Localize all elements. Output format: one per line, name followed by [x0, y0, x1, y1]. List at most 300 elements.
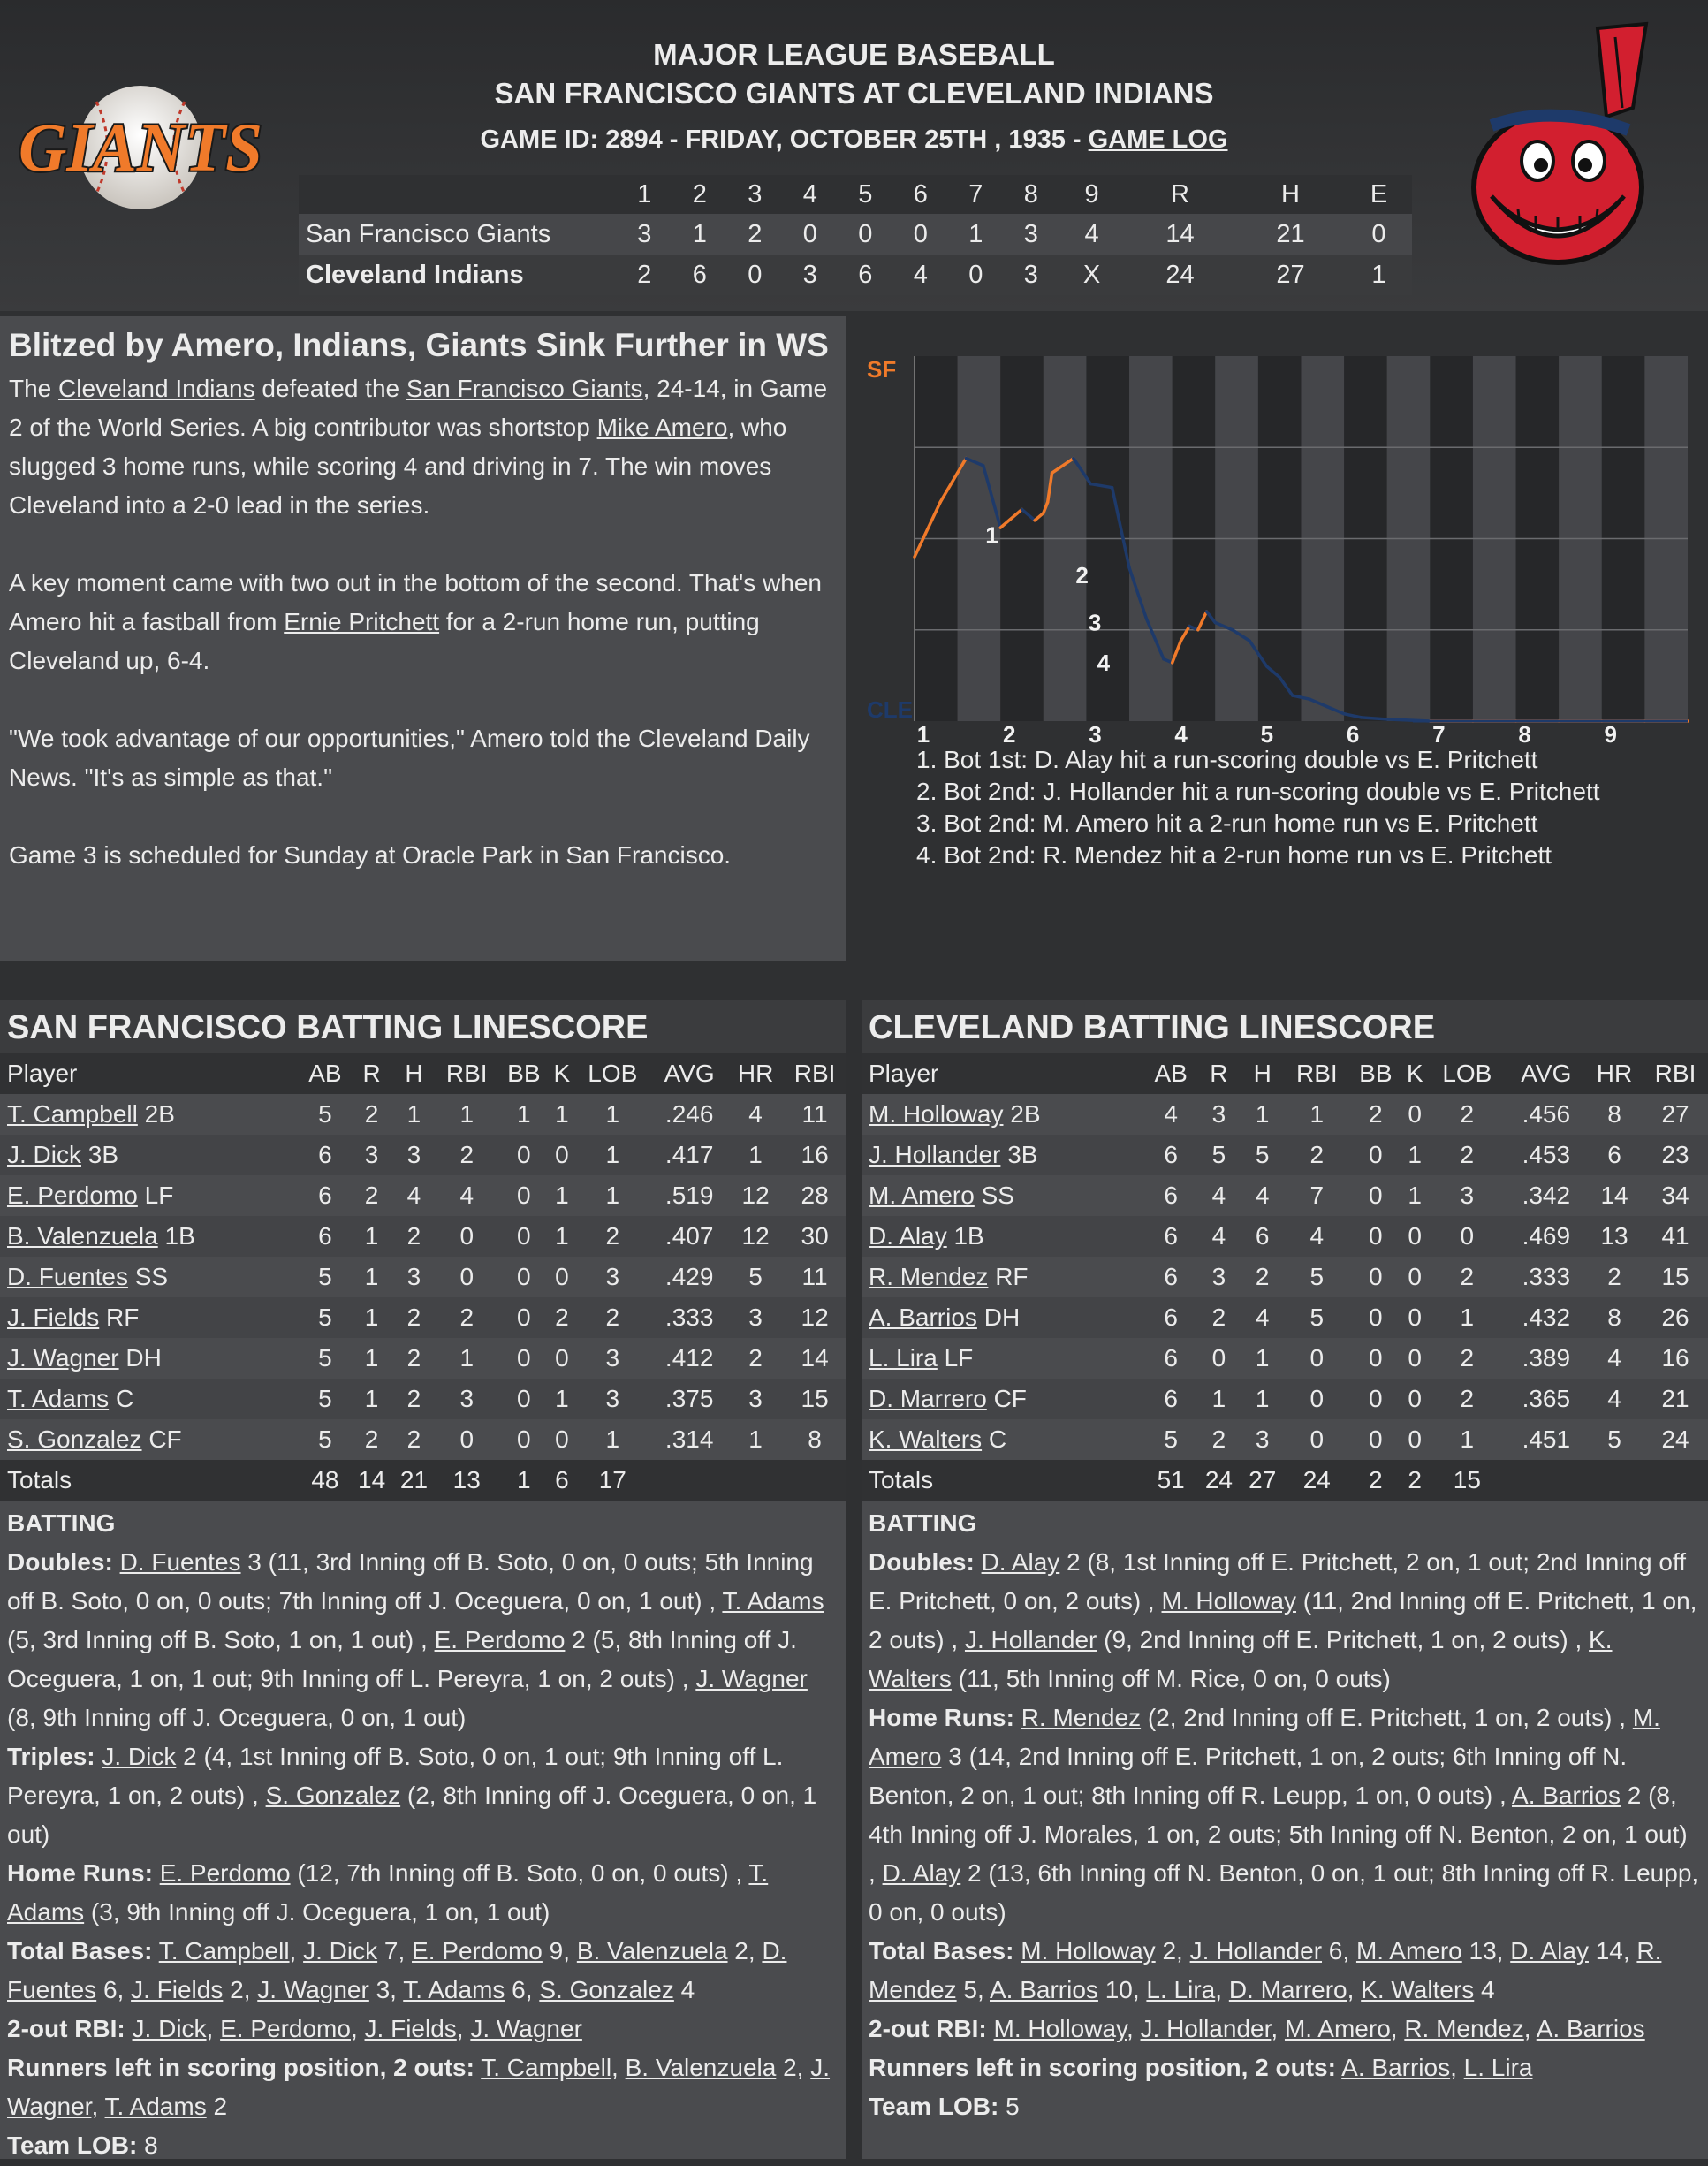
- stat-cell: 0: [1349, 1419, 1401, 1460]
- batting-note: [869, 1543, 1701, 1699]
- stat-cell: 5: [300, 1257, 350, 1297]
- x-tick-label: 4: [1174, 721, 1188, 748]
- stat-cell: 4: [1197, 1216, 1241, 1257]
- stat-cell: 27: [1643, 1094, 1708, 1135]
- x-tick-label: 5: [1260, 721, 1274, 748]
- batting-note: [7, 2126, 839, 2165]
- player-link[interactable]: E. Perdomo: [434, 1626, 566, 1653]
- stat-cell: 4: [393, 1175, 436, 1216]
- totals-cell: 51: [1145, 1460, 1197, 1501]
- player-link[interactable]: D. Marrero: [869, 1385, 987, 1412]
- win-prob-segment: [1362, 718, 1387, 719]
- stat-cell: .333: [1507, 1257, 1586, 1297]
- stat-cell: .519: [650, 1175, 728, 1216]
- player-link[interactable]: T. Campbell: [158, 1937, 290, 1965]
- totals-cell: 15: [1428, 1460, 1507, 1501]
- player-link[interactable]: J. Wagner: [470, 2015, 582, 2042]
- player-link[interactable]: R. Mendez: [1021, 1704, 1142, 1731]
- player-link[interactable]: Mike Amero: [596, 414, 728, 441]
- event-marker: 1: [985, 521, 998, 549]
- batting-header-row: [862, 1053, 1708, 1094]
- stat-cell: 2: [435, 1135, 498, 1175]
- stat-cell: 2: [728, 1338, 783, 1379]
- player-link[interactable]: S. Gonzalez: [539, 1976, 674, 2003]
- note-label: Doubles:: [7, 1548, 113, 1576]
- batting-note: [7, 1854, 839, 1932]
- stat-cell: 5: [1586, 1419, 1643, 1460]
- player-link[interactable]: M. Amero: [869, 1182, 975, 1209]
- linescore-table: [299, 175, 1412, 295]
- batting-row: [862, 1216, 1708, 1257]
- stat-cell: 3: [574, 1338, 650, 1379]
- batting-col-header: H: [1241, 1053, 1284, 1094]
- note-label: BATTING: [869, 1509, 977, 1537]
- stat-cell: 2: [574, 1216, 650, 1257]
- batting-row: [0, 1379, 846, 1419]
- player-link[interactable]: J. Hollander: [869, 1141, 1001, 1168]
- player-link[interactable]: J. Dick: [102, 1743, 177, 1770]
- text-fragment: defeated the: [254, 375, 406, 402]
- player-link[interactable]: D. Fuentes: [7, 1937, 787, 2003]
- text-fragment: 2,: [223, 1976, 258, 2003]
- player-position: DH: [983, 1303, 1021, 1331]
- linescore-cell: 14: [1125, 214, 1235, 255]
- stat-cell: 4: [728, 1094, 783, 1135]
- stat-cell: 1: [728, 1135, 783, 1175]
- player-position: DH: [125, 1344, 162, 1372]
- batting-col-header: AB: [300, 1053, 350, 1094]
- linescore-cell: 1: [672, 214, 728, 255]
- linescore-cell: 24: [1125, 255, 1235, 295]
- batting-col-header: K: [1401, 1053, 1428, 1094]
- player-link[interactable]: J. Wagner: [7, 1344, 119, 1372]
- stat-cell: 11: [783, 1257, 846, 1297]
- totals-cell: [1643, 1460, 1708, 1501]
- player-link[interactable]: K. Walters: [1361, 1976, 1475, 2003]
- batting-note: [869, 1932, 1701, 2010]
- player-cell: [0, 1419, 300, 1460]
- player-link[interactable]: M. Amero: [869, 1704, 1660, 1770]
- player-position: RF: [995, 1263, 1029, 1290]
- player-link[interactable]: E. Perdomo: [159, 1859, 291, 1887]
- note-label: Home Runs:: [869, 1704, 1014, 1731]
- player-link[interactable]: L. Lira: [1463, 2054, 1533, 2081]
- stat-cell: 2: [1428, 1135, 1507, 1175]
- text-fragment: ,: [1523, 2015, 1537, 2042]
- linescore-col-header: 5: [838, 175, 893, 214]
- stat-cell: 1: [351, 1216, 393, 1257]
- stat-cell: 6: [1241, 1216, 1284, 1257]
- text-fragment: (2, 8th Inning off J. Oceguera, 0 on, 1 out): [7, 1782, 817, 1848]
- batting-note: [869, 2087, 1701, 2126]
- stat-cell: 3: [435, 1379, 498, 1419]
- text-fragment: 5,: [956, 1976, 990, 2003]
- player-link[interactable]: D. Fuentes: [7, 1263, 128, 1290]
- stat-cell: 21: [1643, 1379, 1708, 1419]
- player-link[interactable]: D. Marrero: [1228, 1976, 1347, 2003]
- stat-cell: 1: [393, 1094, 436, 1135]
- batting-row: [862, 1094, 1708, 1135]
- stat-cell: 0: [1197, 1338, 1241, 1379]
- stat-cell: 0: [1284, 1338, 1349, 1379]
- stat-cell: 0: [498, 1175, 549, 1216]
- text-fragment: 6,: [1322, 1937, 1356, 1965]
- stat-cell: 0: [435, 1216, 498, 1257]
- player-cell: [862, 1379, 1145, 1419]
- totals-cell: [1586, 1460, 1643, 1501]
- stat-cell: 2: [1428, 1338, 1507, 1379]
- player-link[interactable]: A. Barrios: [1512, 1782, 1621, 1809]
- text-fragment: 8: [144, 2132, 158, 2159]
- text-fragment: , who slugged 3 home runs, while scoring 4 and driving in 7. The win moves Cleveland into a 2-0 lead in the series.: [9, 414, 787, 519]
- stat-cell: 3: [574, 1379, 650, 1419]
- batting-col-header: RBI: [1284, 1053, 1349, 1094]
- totals-cell: 2: [1401, 1460, 1428, 1501]
- totals-row: [862, 1460, 1708, 1501]
- stat-cell: 1: [1241, 1338, 1284, 1379]
- player-link[interactable]: M. Holloway: [869, 1100, 1004, 1128]
- stat-cell: 8: [1586, 1297, 1643, 1338]
- linescore-cell: 0: [948, 255, 1004, 295]
- stat-cell: 0: [1428, 1216, 1507, 1257]
- player-link[interactable]: A. Barrios: [869, 1303, 977, 1331]
- stat-cell: .451: [1507, 1419, 1586, 1460]
- stat-cell: 3: [1197, 1094, 1241, 1135]
- player-link[interactable]: A. Barrios: [990, 1976, 1098, 2003]
- player-link[interactable]: J. Fields: [7, 1303, 100, 1331]
- stat-cell: .389: [1507, 1338, 1586, 1379]
- stat-cell: 1: [351, 1257, 393, 1297]
- player-link[interactable]: J. Wagner: [257, 1976, 369, 2003]
- stat-cell: 30: [783, 1216, 846, 1257]
- stat-cell: 2: [1428, 1379, 1507, 1419]
- stat-cell: 1: [574, 1175, 650, 1216]
- batting-note: [869, 2010, 1701, 2048]
- batting-notes-header: [7, 1504, 839, 1543]
- stat-cell: 5: [1197, 1135, 1241, 1175]
- linescore-col-header: H: [1235, 175, 1346, 214]
- x-tick-label: 3: [1089, 721, 1102, 748]
- stat-cell: 6: [1145, 1257, 1197, 1297]
- stat-cell: 0: [435, 1257, 498, 1297]
- player-link[interactable]: M. Holloway: [993, 2015, 1127, 2042]
- stat-cell: 3: [1241, 1419, 1284, 1460]
- totals-cell: 2: [1349, 1460, 1401, 1501]
- player-link[interactable]: J. Dick: [303, 1937, 378, 1965]
- text-fragment: (2, 2nd Inning off E. Pritchett, 1 on, 2 outs) ,: [1141, 1704, 1633, 1731]
- batting-col-header: Player: [862, 1053, 1145, 1094]
- story-paragraph-4: Game 3 is scheduled for Sunday at Oracle Park in San Francisco.: [9, 841, 732, 869]
- text-fragment: ,: [611, 2054, 626, 2081]
- stat-cell: 2: [351, 1175, 393, 1216]
- player-cell: [862, 1216, 1145, 1257]
- player-link[interactable]: E. Perdomo: [412, 1937, 543, 1965]
- note-label: Total Bases:: [7, 1937, 153, 1965]
- text-fragment: 13,: [1461, 1937, 1511, 1965]
- text-fragment: 2,: [1155, 1937, 1190, 1965]
- player-position: SS: [981, 1182, 1014, 1209]
- player-link[interactable]: S. Gonzalez: [265, 1782, 401, 1809]
- text-fragment: (9, 2nd Inning off E. Pritchett, 1 on, 2 outs) ,: [1097, 1626, 1590, 1653]
- stat-cell: 1: [1284, 1094, 1349, 1135]
- player-cell: [862, 1297, 1145, 1338]
- text-fragment: 2,: [776, 2054, 811, 2081]
- stat-cell: 1: [435, 1338, 498, 1379]
- cle-batting-notes: [862, 1501, 1708, 2159]
- stat-cell: 2: [1197, 1297, 1241, 1338]
- stat-cell: 3: [728, 1379, 783, 1419]
- event-marker: 4: [1097, 649, 1111, 676]
- player-position: LF: [144, 1182, 174, 1209]
- player-link[interactable]: M. Amero: [1355, 1937, 1462, 1965]
- linescore-cell: 21: [1235, 214, 1346, 255]
- stat-cell: 13: [1586, 1216, 1643, 1257]
- batting-col-header: H: [393, 1053, 436, 1094]
- batting-note: [869, 1699, 1701, 1932]
- stat-cell: 5: [1284, 1297, 1349, 1338]
- linescore-col-header: 2: [672, 175, 728, 214]
- game-story: [0, 316, 846, 961]
- player-link[interactable]: B. Valenzuela: [576, 1937, 728, 1965]
- player-link[interactable]: T. Adams: [104, 2093, 207, 2120]
- y-top-label: SF: [867, 356, 897, 383]
- text-fragment: ,: [1450, 2054, 1464, 2081]
- stat-cell: 26: [1643, 1297, 1708, 1338]
- player-link[interactable]: L. Lira: [1146, 1976, 1216, 2003]
- stat-cell: 0: [1349, 1338, 1401, 1379]
- player-link[interactable]: R. Mendez: [869, 1263, 989, 1290]
- batting-row: [0, 1094, 846, 1135]
- stat-cell: 6: [300, 1175, 350, 1216]
- stat-cell: 6: [1145, 1338, 1197, 1379]
- stat-cell: 2: [1349, 1094, 1401, 1135]
- player-link[interactable]: R. Mendez: [1404, 2015, 1524, 2042]
- text-fragment: 2 (8, 4th Inning off J. Morales, 1 on, 2 outs; 5th Inning off N. Benton, 2 on, 1 out) ,: [869, 1782, 1688, 1887]
- player-link[interactable]: J. Wagner: [695, 1665, 808, 1692]
- text-fragment: 10,: [1097, 1976, 1147, 2003]
- player-link[interactable]: R. Mendez: [869, 1937, 1662, 2003]
- player-link[interactable]: D. Fuentes: [119, 1548, 241, 1576]
- note-label: Home Runs:: [7, 1859, 153, 1887]
- player-position: C: [988, 1425, 1007, 1453]
- stat-cell: .456: [1507, 1094, 1586, 1135]
- player-position: CF: [993, 1385, 1027, 1412]
- stat-cell: .342: [1507, 1175, 1586, 1216]
- stat-cell: 0: [1284, 1419, 1349, 1460]
- linescore-cell: 6: [838, 255, 893, 295]
- stat-cell: 15: [1643, 1257, 1708, 1297]
- player-link[interactable]: J. Hollander: [964, 1626, 1097, 1653]
- stat-cell: 0: [1349, 1297, 1401, 1338]
- player-link[interactable]: J. Hollander: [1140, 2015, 1272, 2042]
- stat-cell: .453: [1507, 1135, 1586, 1175]
- player-link[interactable]: B. Valenzuela: [7, 1222, 158, 1250]
- player-link[interactable]: J. Fields: [131, 1976, 224, 2003]
- player-link[interactable]: J. Hollander: [1189, 1937, 1323, 1965]
- linescore-cell: 0: [893, 214, 949, 255]
- stat-cell: 5: [300, 1094, 350, 1135]
- stat-cell: 0: [1349, 1379, 1401, 1419]
- stat-cell: 6: [1586, 1135, 1643, 1175]
- player-position: 2B: [1010, 1100, 1041, 1128]
- player-link[interactable]: T. Adams: [7, 1859, 769, 1926]
- story-paragraph-1: [9, 369, 838, 525]
- game-info: [0, 120, 1708, 159]
- stat-cell: 6: [1145, 1135, 1197, 1175]
- stat-cell: 2: [393, 1297, 436, 1338]
- linescore-cell: 0: [838, 214, 893, 255]
- batting-row: [862, 1297, 1708, 1338]
- player-link[interactable]: M. Holloway: [1021, 1937, 1156, 1965]
- stat-cell: 0: [1401, 1338, 1428, 1379]
- stat-cell: 23: [1643, 1135, 1708, 1175]
- player-link[interactable]: J. Wagner: [7, 2054, 831, 2120]
- text-fragment: (11, 5th Inning off M. Rice, 0 on, 0 outs): [951, 1665, 1391, 1692]
- x-tick-label: 2: [1002, 721, 1016, 748]
- player-link[interactable]: E. Perdomo: [7, 1182, 138, 1209]
- player-link[interactable]: T. Campbell: [481, 2054, 612, 2081]
- text-fragment: for a 2-run home run, putting Cleveland up, 6-4.: [9, 608, 760, 674]
- linescore-cell: 0: [727, 255, 783, 295]
- linescore-cell: 3: [783, 255, 839, 295]
- text-fragment: 6,: [505, 1976, 540, 2003]
- text-fragment: The: [9, 375, 59, 402]
- stat-cell: 6: [1145, 1175, 1197, 1216]
- player-link[interactable]: T. Campbell: [7, 1100, 138, 1128]
- linescore-col-header: 3: [727, 175, 783, 214]
- stat-cell: 0: [550, 1135, 575, 1175]
- linescore-cell: X: [1059, 255, 1125, 295]
- stat-cell: .417: [650, 1135, 728, 1175]
- linescore-cell: 4: [893, 255, 949, 295]
- player-link[interactable]: D. Alay: [882, 1859, 961, 1887]
- stat-cell: 4: [1145, 1094, 1197, 1135]
- player-position: 1B: [953, 1222, 984, 1250]
- linescore-cell: 3: [1004, 255, 1059, 295]
- player-link[interactable]: K. Walters: [869, 1425, 983, 1453]
- stat-cell: 1: [435, 1094, 498, 1135]
- player-link[interactable]: B. Valenzuela: [625, 2054, 777, 2081]
- player-link[interactable]: K. Walters: [869, 1626, 1613, 1692]
- story-paragraph-3: "We took advantage of our opportunities," Amero told the Cleveland Daily News. "It's as simple as that.": [9, 725, 810, 791]
- stat-cell: 12: [728, 1175, 783, 1216]
- batting-row: [862, 1135, 1708, 1175]
- stat-cell: 0: [1349, 1257, 1401, 1297]
- player-link[interactable]: T. Adams: [7, 1385, 110, 1412]
- text-fragment: 5: [1006, 2093, 1020, 2120]
- player-link[interactable]: Cleveland Indians: [58, 375, 255, 402]
- stat-cell: 14: [783, 1338, 846, 1379]
- player-position: 1B: [164, 1222, 195, 1250]
- text-fragment: ,: [1215, 1976, 1229, 2003]
- player-link[interactable]: A. Barrios: [1536, 2015, 1645, 2042]
- game-log-link[interactable]: GAME LOG: [1088, 125, 1228, 154]
- player-link[interactable]: Ernie Pritchett: [284, 608, 440, 635]
- stat-cell: 5: [300, 1379, 350, 1419]
- player-link[interactable]: San Francisco Giants: [406, 375, 643, 402]
- batting-col-header: RBI: [1643, 1053, 1708, 1094]
- batting-note: [869, 2048, 1701, 2087]
- text-fragment: 4: [1474, 1976, 1495, 2003]
- player-link[interactable]: E. Perdomo: [220, 2015, 351, 2042]
- player-cell: [862, 1257, 1145, 1297]
- stat-cell: 2: [393, 1419, 436, 1460]
- note-label: 2-out RBI:: [869, 2015, 987, 2042]
- text-fragment: ,: [1271, 2015, 1285, 2042]
- linescore-cell: 2: [617, 255, 672, 295]
- player-link[interactable]: A. Barrios: [1341, 2054, 1451, 2081]
- stat-cell: 1: [574, 1135, 650, 1175]
- player-link[interactable]: T. Adams: [403, 1976, 505, 2003]
- player-link[interactable]: L. Lira: [869, 1344, 938, 1372]
- stat-cell: .375: [650, 1379, 728, 1419]
- stat-cell: 1: [550, 1094, 575, 1135]
- stat-cell: 1: [550, 1216, 575, 1257]
- totals-cell: Totals: [0, 1460, 300, 1501]
- stat-cell: 1: [351, 1338, 393, 1379]
- stat-cell: 4: [1586, 1338, 1643, 1379]
- player-link[interactable]: D. Alay: [1510, 1937, 1589, 1965]
- linescore-team-name: Cleveland Indians: [299, 255, 617, 295]
- cle-batting-title: CLEVELAND BATTING LINESCORE: [862, 1000, 1708, 1053]
- batting-note: [7, 2048, 839, 2126]
- batting-note: [7, 1737, 839, 1854]
- x-tick-label: 7: [1432, 721, 1446, 748]
- league-title: MAJOR LEAGUE BASEBALL: [653, 38, 1055, 71]
- batting-col-header: LOB: [574, 1053, 650, 1094]
- text-fragment: , 24-14, in Game 2 of the World Series. A big contributor was shortstop: [9, 375, 828, 441]
- stat-cell: 0: [498, 1257, 549, 1297]
- player-link[interactable]: J. Fields: [364, 2015, 457, 2042]
- player-link[interactable]: S. Gonzalez: [7, 1425, 142, 1453]
- player-position: LF: [944, 1344, 974, 1372]
- player-link[interactable]: J. Dick: [7, 1141, 81, 1168]
- totals-cell: 48: [300, 1460, 350, 1501]
- text-fragment: ,: [1347, 1976, 1362, 2003]
- text-fragment: 6,: [96, 1976, 132, 2003]
- stat-cell: 1: [1428, 1419, 1507, 1460]
- stat-cell: 0: [550, 1419, 575, 1460]
- stat-cell: 5: [728, 1257, 783, 1297]
- player-link[interactable]: M. Holloway: [1161, 1587, 1296, 1615]
- linescore-col-header: 7: [948, 175, 1004, 214]
- stat-cell: 5: [1284, 1257, 1349, 1297]
- stat-cell: 0: [1401, 1094, 1428, 1135]
- stat-cell: 0: [435, 1419, 498, 1460]
- text-fragment: 2 (8, 1st Inning off E. Pritchett, 2 on, 1 out; 2nd Inning off E. Pritchett, 0 on, 2 outs) ,: [869, 1548, 1687, 1615]
- linescore-col-header: 6: [893, 175, 949, 214]
- stat-cell: 0: [1401, 1297, 1428, 1338]
- stat-cell: 1: [1197, 1379, 1241, 1419]
- player-link[interactable]: M. Amero: [1284, 2015, 1391, 2042]
- stat-cell: 3: [1197, 1257, 1241, 1297]
- player-link[interactable]: D. Alay: [981, 1548, 1060, 1576]
- note-label: Runners left in scoring position, 2 outs:: [7, 2054, 474, 2081]
- x-tick-label: 6: [1346, 721, 1360, 748]
- x-tick-label: 9: [1604, 721, 1618, 748]
- player-link[interactable]: D. Alay: [869, 1222, 947, 1250]
- batting-note: [7, 1543, 839, 1737]
- batting-col-header: RBI: [783, 1053, 846, 1094]
- text-fragment: 14,: [1588, 1937, 1637, 1965]
- player-link[interactable]: J. Dick: [132, 2015, 207, 2042]
- player-link[interactable]: T. Adams: [722, 1587, 824, 1615]
- stat-cell: 2: [1586, 1257, 1643, 1297]
- text-fragment: ,: [456, 2015, 471, 2042]
- story-headline: Blitzed by Amero, Indians, Giants Sink Further in WS: [9, 327, 829, 363]
- linescore-cell: 27: [1235, 255, 1346, 295]
- stat-cell: 6: [300, 1216, 350, 1257]
